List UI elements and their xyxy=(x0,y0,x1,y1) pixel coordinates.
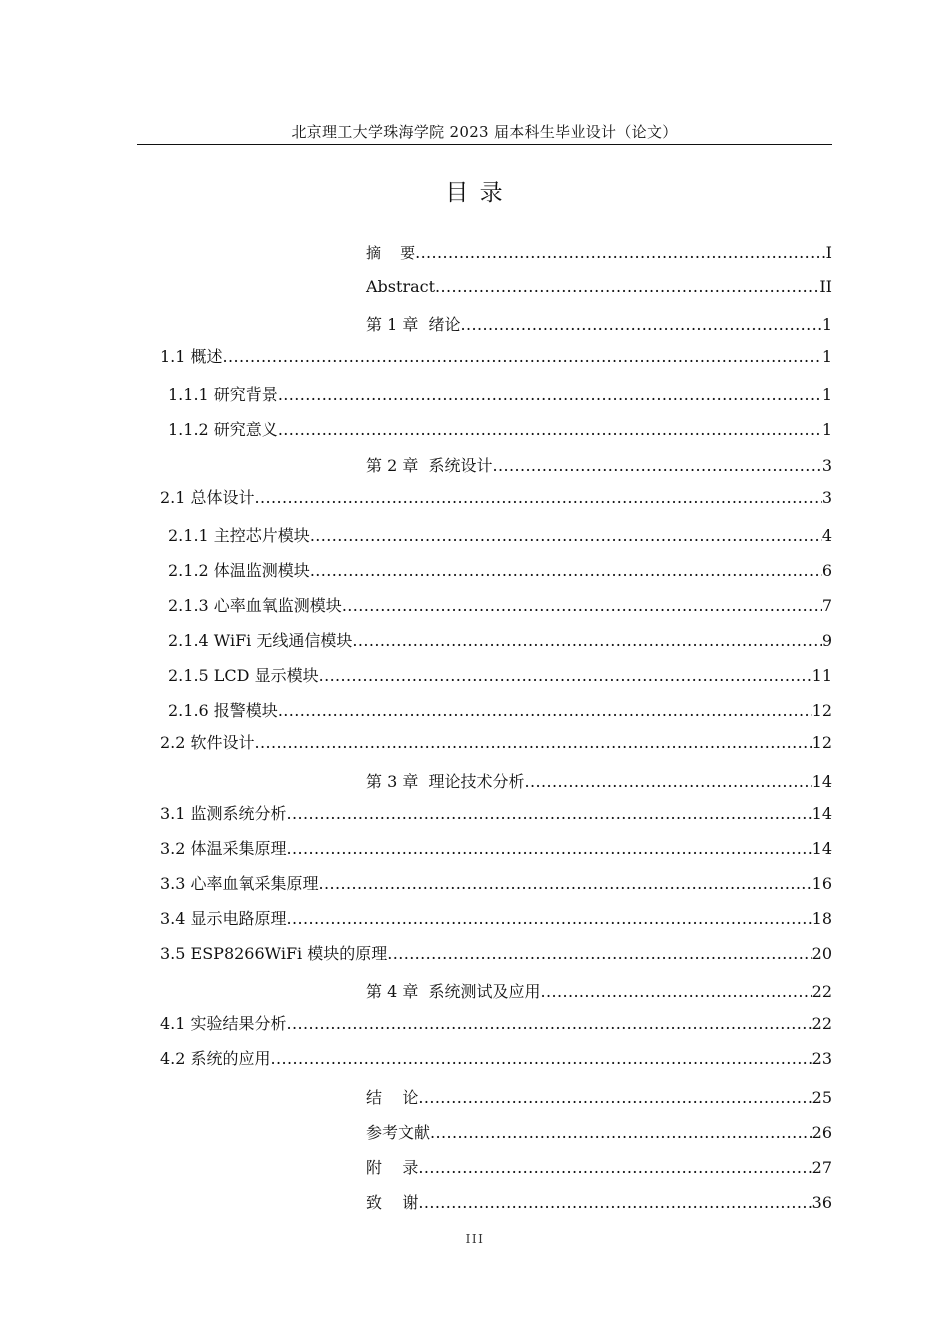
toc-entry-label: 4.2 系统的应用 xyxy=(160,1049,271,1068)
leader-dots xyxy=(278,701,812,720)
toc-entry-label: 第 2 章 系统设计 xyxy=(366,456,493,475)
leader-dots xyxy=(430,1123,812,1142)
toc-entry-label: 3.1 监测系统分析 xyxy=(160,804,287,823)
toc-entry-label: 第 4 章 系统测试及应用 xyxy=(366,982,541,1001)
toc-entry-4-1[interactable] xyxy=(160,1011,832,1034)
toc-entry-page: 14 xyxy=(811,772,832,791)
leader-dots xyxy=(255,733,812,752)
toc-entry-conclusion[interactable] xyxy=(366,1085,832,1108)
toc-entry-3-3[interactable] xyxy=(160,871,832,894)
toc-entry-label: 2.1.6 报警模块 xyxy=(168,701,278,720)
page-number: III xyxy=(465,1232,485,1246)
toc-entry-page: 27 xyxy=(811,1158,832,1177)
running-header: 北京理工大学珠海学院 2023 届本科生毕业设计（论文） xyxy=(291,123,678,141)
toc-entry-chapter-1[interactable] xyxy=(366,312,832,335)
toc-entry-label: 结 论 xyxy=(366,1088,419,1107)
toc-entry-page: 22 xyxy=(811,982,832,1001)
toc-entry-chapter-2[interactable] xyxy=(366,453,832,476)
leader-dots xyxy=(418,1158,811,1177)
toc-title: 目 录 xyxy=(445,180,505,206)
toc-entry-1-1-1[interactable] xyxy=(168,382,832,405)
leader-dots xyxy=(278,420,822,439)
toc-entry-1-1[interactable] xyxy=(160,344,832,367)
toc-entry-label: 致 谢 xyxy=(366,1193,419,1212)
toc-entry-page: 14 xyxy=(811,839,832,858)
leader-dots xyxy=(310,526,822,545)
toc-entry-label: 3.2 体温采集原理 xyxy=(160,839,287,858)
toc-entry-2-1[interactable] xyxy=(160,485,832,508)
leader-dots xyxy=(418,1088,811,1107)
toc-entry-page: 1 xyxy=(821,347,832,366)
toc-entry-2-2[interactable] xyxy=(160,730,832,753)
toc-entry-label: 3.5 ESP8266WiFi 模块的原理 xyxy=(160,944,388,963)
toc-entry-page: 1 xyxy=(821,385,832,404)
toc-entry-abstract-cn[interactable] xyxy=(366,242,832,263)
leader-dots xyxy=(435,277,819,296)
toc-entry-page: 25 xyxy=(811,1088,832,1107)
toc-entry-label: 2.1.4 WiFi 无线通信模块 xyxy=(168,631,353,650)
toc-entry-label: 3.3 心率血氧采集原理 xyxy=(160,874,319,893)
leader-dots xyxy=(342,596,822,615)
toc-entry-page: 7 xyxy=(821,596,832,615)
toc-entry-page: 1 xyxy=(821,315,832,334)
leader-dots xyxy=(387,944,811,963)
toc-entry-page: 9 xyxy=(821,631,832,650)
toc-entry-references[interactable] xyxy=(366,1120,832,1143)
toc-entry-page: 12 xyxy=(811,701,832,720)
leader-dots xyxy=(278,385,822,404)
toc-entry-4-2[interactable] xyxy=(160,1046,832,1069)
toc-entry-label: 附 录 xyxy=(366,1158,419,1177)
toc-entry-label: 第 1 章 绪论 xyxy=(366,315,461,334)
toc-entry-page: 3 xyxy=(821,488,832,507)
toc-entry-label: 1.1.1 研究背景 xyxy=(168,385,278,404)
leader-dots xyxy=(525,772,812,791)
toc-entry-page: 12 xyxy=(811,733,832,752)
toc-entry-label: 第 3 章 理论技术分析 xyxy=(366,772,525,791)
toc-entry-page: 4 xyxy=(821,526,832,545)
toc-entry-page: 6 xyxy=(821,561,832,580)
toc-entry-acknowledgements[interactable] xyxy=(366,1190,832,1213)
leader-dots xyxy=(352,631,821,650)
toc-entry-page: 23 xyxy=(811,1049,832,1068)
toc-entry-label: 2.2 软件设计 xyxy=(160,733,255,752)
leader-dots xyxy=(541,982,812,1001)
leader-dots xyxy=(319,874,812,893)
toc-entry-page: 16 xyxy=(811,874,832,893)
toc-entry-page: 26 xyxy=(811,1123,832,1142)
toc-entry-label: 参考文献 xyxy=(366,1123,431,1142)
toc-entry-page: 20 xyxy=(811,944,832,963)
leader-dots xyxy=(287,909,812,928)
toc-entry-label: Abstract xyxy=(366,277,436,296)
toc-entry-page: 11 xyxy=(811,666,832,685)
toc-entry-label: 2.1.3 心率血氧监测模块 xyxy=(168,596,342,615)
toc-entry-page: 22 xyxy=(811,1014,832,1033)
leader-dots xyxy=(287,1014,812,1033)
leader-dots xyxy=(319,666,812,685)
leader-dots xyxy=(271,1049,812,1068)
leader-dots xyxy=(310,561,822,580)
toc-entry-3-4[interactable] xyxy=(160,906,832,929)
toc-entry-page: 3 xyxy=(821,456,832,475)
leader-dots xyxy=(415,243,826,262)
toc-entry-2-1-6[interactable] xyxy=(168,698,832,721)
toc-entry-page: 18 xyxy=(811,909,832,928)
toc-entry-label: 1.1.2 研究意义 xyxy=(168,420,278,439)
leader-dots xyxy=(461,315,822,334)
toc-entry-chapter-4[interactable] xyxy=(366,979,832,1002)
leader-dots xyxy=(255,488,822,507)
toc-entry-page: I xyxy=(825,243,832,262)
toc-entry-label: 4.1 实验结果分析 xyxy=(160,1014,287,1033)
leader-dots xyxy=(418,1193,811,1212)
toc-entry-1-1-2[interactable] xyxy=(168,417,832,440)
toc-entry-2-1-4[interactable] xyxy=(168,628,832,651)
toc-entry-page: II xyxy=(819,277,832,296)
toc-entry-label: 1.1 概述 xyxy=(160,347,223,366)
toc-entry-abstract-en[interactable] xyxy=(366,277,832,296)
leader-dots xyxy=(223,347,822,366)
toc-entry-2-1-3[interactable] xyxy=(168,593,832,616)
toc-entry-label: 2.1.5 LCD 显示模块 xyxy=(168,666,319,685)
toc-entry-appendix[interactable] xyxy=(366,1155,832,1178)
toc-entry-page: 36 xyxy=(811,1193,832,1212)
toc-entry-page: 1 xyxy=(821,420,832,439)
leader-dots xyxy=(287,804,812,823)
toc-entry-3-5[interactable] xyxy=(160,941,832,964)
toc-entry-label: 2.1.1 主控芯片模块 xyxy=(168,526,310,545)
toc-entry-3-1[interactable] xyxy=(160,801,832,824)
toc-entry-label: 摘 要 xyxy=(366,244,416,262)
leader-dots xyxy=(493,456,822,475)
toc-entry-label: 2.1 总体设计 xyxy=(160,488,255,507)
toc-entry-label: 2.1.2 体温监测模块 xyxy=(168,561,310,580)
toc-entry-3-2[interactable] xyxy=(160,836,832,859)
toc-entry-2-1-5[interactable] xyxy=(168,663,832,686)
toc-entry-page: 14 xyxy=(811,804,832,823)
toc-entry-2-1-2[interactable] xyxy=(168,558,832,581)
toc-entry-2-1-1[interactable] xyxy=(168,523,832,546)
toc-entry-label: 3.4 显示电路原理 xyxy=(160,909,287,928)
leader-dots xyxy=(287,839,812,858)
toc-entry-chapter-3[interactable] xyxy=(366,769,832,792)
